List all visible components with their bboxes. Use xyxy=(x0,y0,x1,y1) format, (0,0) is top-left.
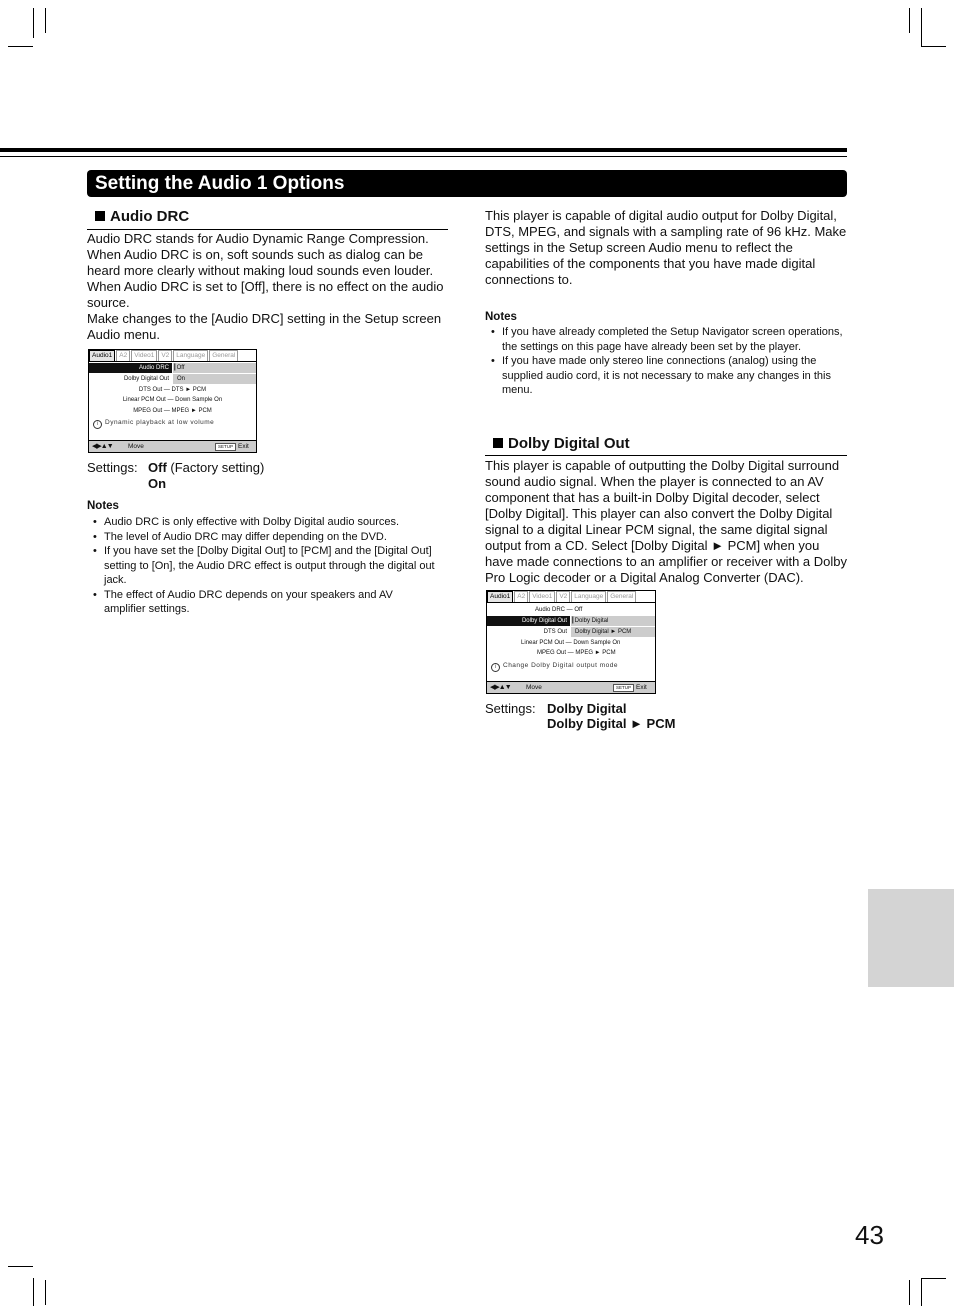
tab-language[interactable]: Language xyxy=(571,591,606,602)
intro-notes-heading: Notes xyxy=(485,311,517,323)
menu-row-dts-out[interactable] xyxy=(89,385,256,395)
tab-divider xyxy=(89,361,256,362)
header-rule xyxy=(0,148,847,152)
crop-mark xyxy=(45,1280,46,1305)
menu-row-text: MPEG Out — MPEG ► PCM xyxy=(537,650,616,656)
arrow-keys-icon: ◀▶▲▼ xyxy=(92,443,113,450)
menu-label: Dolby Digital Out xyxy=(487,616,570,626)
menu-row-mpeg-out[interactable] xyxy=(487,648,655,658)
page-title: Setting the Audio 1 Options xyxy=(87,170,847,197)
audio-drc-heading-text: Audio DRC xyxy=(110,208,190,225)
audio-drc-settings xyxy=(87,460,387,494)
arrow-keys-icon: ◀▶▲▼ xyxy=(490,684,511,691)
page-number: 43 xyxy=(855,1220,884,1250)
tab-video1[interactable]: Video1 xyxy=(131,350,157,361)
settings-label: Settings: xyxy=(87,460,138,475)
note-item: • If you have made only stereo line connections (analog) using the supplied audio cord, it is not necessary to make any changes in this menu. xyxy=(485,354,845,398)
setting-dolby-digital: Dolby Digital xyxy=(547,701,627,716)
crop-mark xyxy=(33,1278,34,1306)
audio-drc-notes-heading: Notes xyxy=(87,500,119,512)
info-icon: i xyxy=(491,663,500,672)
crop-mark xyxy=(909,8,910,33)
setting-value: Off xyxy=(148,460,167,475)
tab-v2[interactable]: V2 xyxy=(556,591,570,602)
menu-value-text: Dolby Digital xyxy=(574,618,609,624)
crop-mark xyxy=(909,1280,910,1305)
section-rule xyxy=(87,229,448,230)
exit-label: Exit xyxy=(238,443,249,450)
square-bullet-icon xyxy=(493,438,503,448)
tab-general[interactable]: General xyxy=(607,591,636,602)
note-item: • The effect of Audio DRC depends on your speakers and AV amplifier settings. xyxy=(87,588,437,617)
info-text: Change Dolby Digital output mode xyxy=(503,662,619,669)
tab-a2[interactable]: A2 xyxy=(514,591,528,602)
tab-general[interactable]: General xyxy=(209,350,238,361)
audio-drc-body: Audio DRC stands for Audio Dynamic Range Compression. When Audio DRC is on, soft sounds such as dialog can be heard more clearly without making loud sounds even louder. When Audio DRC is set to [Off], there is no effect on the audio source. xyxy=(87,231,444,310)
menu-row-text: Linear PCM Out — Down Sample On xyxy=(122,397,223,403)
audio-drc-body2: Make changes to the [Audio DRC] setting in the Setup screen Audio menu. xyxy=(87,311,442,342)
setup-button-icon[interactable]: SETUP xyxy=(215,443,236,451)
dolby-heading-text: Dolby Digital Out xyxy=(508,435,630,452)
crop-mark xyxy=(33,8,34,38)
side-thumb-tab xyxy=(868,889,954,987)
menu-row-dts-out[interactable] xyxy=(487,627,655,637)
setting-on: On xyxy=(148,476,167,491)
menu-value: Dolby Digital ► PCM xyxy=(571,627,655,637)
setting-off xyxy=(148,460,264,476)
move-label: Move xyxy=(526,684,542,691)
menu-row-text: Linear PCM Out — Down Sample On xyxy=(521,640,621,646)
menu-row-text: Audio DRC — Off xyxy=(535,607,583,613)
audio-drc-notes xyxy=(87,515,437,617)
dolby-body: This player is capable of outputting the Dolby Digital surround sound audio signal. When the player is connected to an AV component that has a built-in Dolby Digital decoder, select [Dolby Digital]. This player can also convert the Dolby Digital signal to a digital Linear PCM signal, the same digital signal output from a CD. Select [Dolby Digital ► PCM] when you have made connections to an amplifier or receiver with a Dolby Pro Logic decoder or a Digital Analog Converter (DAC). xyxy=(485,458,848,585)
crop-mark xyxy=(921,8,922,46)
menu-row-linear-pcm-out[interactable] xyxy=(89,395,256,405)
crop-mark xyxy=(8,1266,33,1267)
setup-button-icon[interactable]: SETUP xyxy=(613,684,634,692)
menu-label: DTS Out xyxy=(543,629,567,635)
info-line xyxy=(491,662,618,672)
settings-label: Settings: xyxy=(485,701,536,716)
menu-row-mpeg-out[interactable] xyxy=(89,406,256,416)
menu-row-text: DTS Out — DTS ► PCM xyxy=(138,387,207,393)
note-item: • If you have already completed the Setup Navigator screen operations, the settings on this page have already been set by the player. xyxy=(485,325,845,354)
menu-label: Dolby Digital Out xyxy=(123,376,169,382)
dolby-settings xyxy=(485,701,785,735)
info-text: Dynamic playback at low volume xyxy=(105,419,215,426)
note-item: • If you have set the [Dolby Digital Out] to [PCM] and the [Digital Out] setting to [On], the Audio DRC effect is output through the digital out jack. xyxy=(87,544,437,588)
menu-row-linear-pcm-out[interactable] xyxy=(487,638,655,648)
setup-screen-dolby-digital-out xyxy=(486,590,656,694)
menu-value: ┃Dolby Digital xyxy=(571,616,655,626)
setup-tabs xyxy=(89,350,239,361)
menu-row-audio-drc[interactable] xyxy=(487,605,655,615)
info-icon: i xyxy=(93,420,102,429)
tab-video1[interactable]: Video1 xyxy=(529,591,555,602)
setting-note: (Factory setting) xyxy=(170,460,265,475)
note-item: • The level of Audio DRC may differ depending on the DVD. xyxy=(87,530,437,545)
osd-footer xyxy=(89,440,256,452)
crop-mark xyxy=(45,8,46,33)
tab-a2[interactable]: A2 xyxy=(116,350,130,361)
tab-v2[interactable]: V2 xyxy=(158,350,172,361)
tab-audio1[interactable]: Audio1 xyxy=(487,591,513,602)
info-line xyxy=(93,419,214,429)
menu-row-text: MPEG Out — MPEG ► PCM xyxy=(133,408,212,414)
setup-screen-audio-drc xyxy=(88,349,257,453)
menu-value: ┃Off xyxy=(173,363,256,373)
exit-label: Exit xyxy=(636,684,647,691)
osd-footer xyxy=(487,681,655,693)
section-rule xyxy=(485,455,847,456)
intro-notes xyxy=(485,325,845,398)
menu-value: On xyxy=(173,374,256,384)
intro-body: This player is capable of digital audio output for Dolby Digital, DTS, MPEG, and signals with a sampling rate of 96 kHz. Make settings in the Setup screen Audio menu to reflect the capabilities of the components that you have made digital connections to. xyxy=(485,208,847,287)
menu-value-text: Off xyxy=(176,365,185,371)
crop-mark xyxy=(8,46,33,47)
tab-divider xyxy=(487,602,655,603)
menu-row-dolby-digital-out[interactable] xyxy=(89,374,256,384)
menu-label: Audio DRC xyxy=(89,363,172,373)
tab-audio1[interactable]: Audio1 xyxy=(89,350,115,361)
setting-dolby-digital-pcm: Dolby Digital ► PCM xyxy=(547,716,676,731)
crop-mark xyxy=(921,1278,922,1306)
tab-language[interactable]: Language xyxy=(173,350,208,361)
dolby-heading xyxy=(493,435,630,453)
menu-row-dolby-digital-out[interactable] xyxy=(487,616,655,626)
menu-row-audio-drc[interactable] xyxy=(89,363,256,373)
audio-drc-heading xyxy=(95,208,189,226)
crop-mark xyxy=(921,46,946,47)
note-item: • Audio DRC is only effective with Dolby Digital audio sources. xyxy=(87,515,437,530)
crop-mark xyxy=(921,1278,946,1279)
move-label: Move xyxy=(128,443,144,450)
header-rule-thin xyxy=(0,156,847,157)
square-bullet-icon xyxy=(95,211,105,221)
setup-tabs xyxy=(487,591,637,602)
